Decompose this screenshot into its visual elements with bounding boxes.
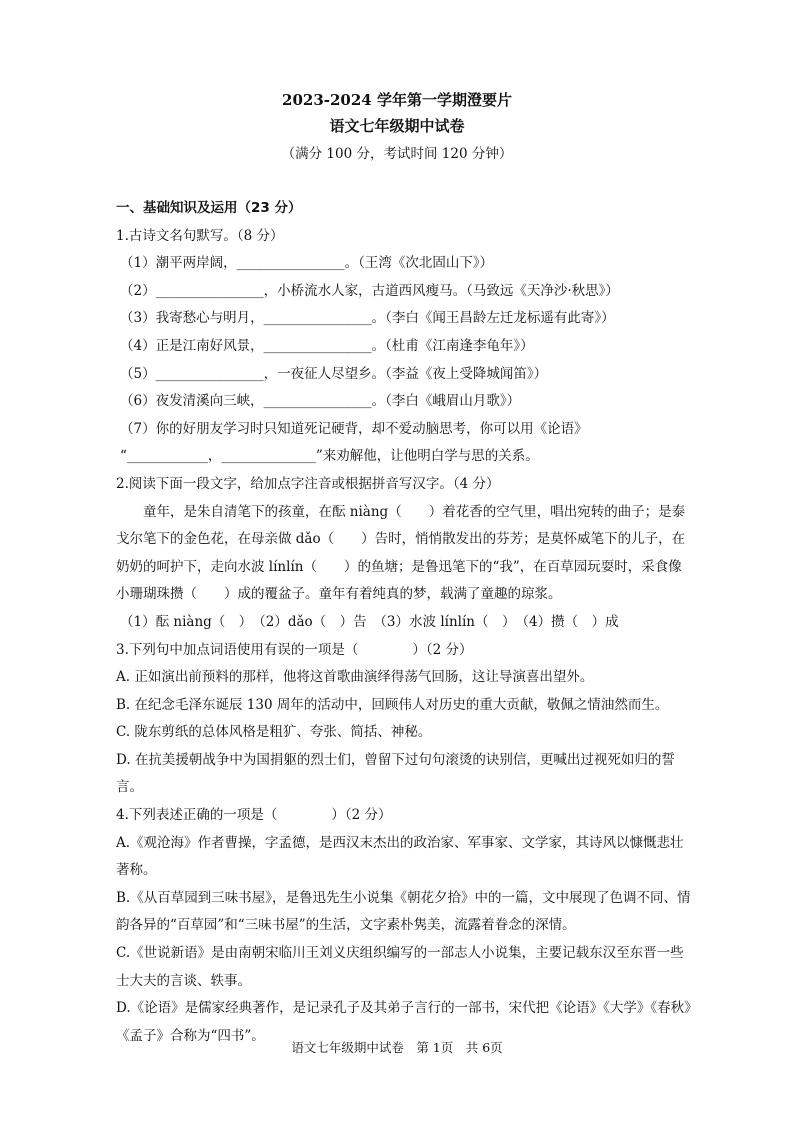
exam-score-time-note: （满分 100 分，考试时间 120 分钟） — [281, 146, 513, 162]
question-3-option: D. 在抗美援朝战争中为国捐躯的烈士们，曾留下过句句滚烫的诀别信，更喊出过视死如归的誓言。 — [116, 751, 675, 796]
question-1-item: （5）________________，一夜征人尽望乡。（李益《夜上受降城闻笛》） — [120, 365, 548, 382]
question-4-option: B.《从百草园到三味书屋》，是鲁迅先生小说集《朝花夕拾》中的一篇，文中展现了色调不同、情韵各异的“百草园”和“三味书屋”的生活，文字素朴隽美，流露着眷念的深情。 — [116, 889, 691, 934]
question-1-stem: 1.古诗文名句默写。（8 分） — [116, 227, 284, 244]
exam-term-title: 2023-2024 学年第一学期澄要片 — [282, 91, 512, 109]
question-4-stem: 4.下列表述正确的一项是（ ）（2 分） — [116, 807, 392, 824]
exam-subject-title: 语文七年级期中试卷 — [329, 117, 465, 135]
page-footer: 语文七年级期中试卷 第 1页 共 6页 — [291, 1040, 503, 1055]
question-3-option: C. 陇东剪纸的总体风格是粗犷、夸张、简括、神秘。 — [116, 724, 432, 741]
question-4-option: C.《世说新语》是由南朝宋临川王刘义庆组织编写的一部志人小说集，主要记载东汉至东晋一些士大夫的言谈、轶事。 — [116, 945, 684, 989]
question-1-item: （4）正是江南好风景，________________。（杜甫《江南逢李龟年》） — [120, 337, 534, 354]
question-1-item: （7）你的好朋友学习时只知道死记硬背，却不爱动脑思考，你可以用《论语》 — [120, 420, 588, 437]
question-3-option: A. 正如演出前预料的那样，他将这首歌曲演绎得荡气回肠，这让导演喜出望外。 — [116, 669, 594, 686]
question-1-item: （2）________________，小桥流水人家，古道西风瘦马。（马致远《天净沙·秋思》） — [120, 282, 619, 299]
question-2-passage: 童年，是朱自清笔下的孩童，在酝 niàng（ ）着花香的空气里，唱出宛转的曲子；是泰戈尔笔下的金色花，在母亲做 dǎo（ ）告时，悄悄散发出的芬芳；是莫怀威笔下的儿子，在奶奶的呵护下，走向水波 línlín（ ）的鱼塘；是鲁迅笔下的“我”，在百草园玩耍时，采食像小珊瑚珠攒（ ）成的覆盆子。童年有着纯真的梦，载满了童趣的琼浆。 — [116, 503, 686, 603]
question-3-stem: 3.下列句中加点词语使用有误的一项是（ ）（2 分） — [116, 641, 473, 658]
question-4-option: D.《论语》是儒家经典著作，是记录孔子及其弟子言行的一部书，宋代把《论语》《大学》《春秋》《孟子》合称为“四书”。 — [116, 1000, 691, 1044]
section-title: 一、基础知识及运用（23 分） — [116, 200, 302, 216]
question-1-item: （1）潮平两岸阔，________________。（王湾《次北固山下》） — [120, 255, 494, 272]
question-1-item: （6）夜发清溪向三峡，________________。（李白《峨眉山月歌》） — [120, 393, 521, 410]
question-2-answers: （1）酝 niàng（ ） （2）dǎo（ ）告 （3）水波 línlín（ ） （4）攒（ ）成 — [120, 613, 619, 630]
question-4-option: A.《观沧海》作者曹操，字孟德，是西汉末杰出的政治家、军事家、文学家，其诗风以慷慨悲壮著称。 — [116, 834, 684, 879]
exam-body — [116, 195, 692, 1050]
question-2-stem: 2.阅读下面一段文字，给加点字注音或根据拼音写汉字。（4 分） — [116, 475, 500, 492]
exam-header — [0, 88, 794, 166]
question-1-item: （3）我寄愁心与明月，________________。（李白《闻王昌龄左迁龙标遥有此寄》） — [120, 310, 615, 327]
question-1-item: “____________，______________”来劝解他，让他明白学与思的关系。 — [120, 448, 539, 465]
question-3-option: B. 在纪念毛泽东诞辰 130 周年的活动中，回顾伟人对历史的重大贡献，敬佩之情油然而生。 — [116, 696, 669, 713]
